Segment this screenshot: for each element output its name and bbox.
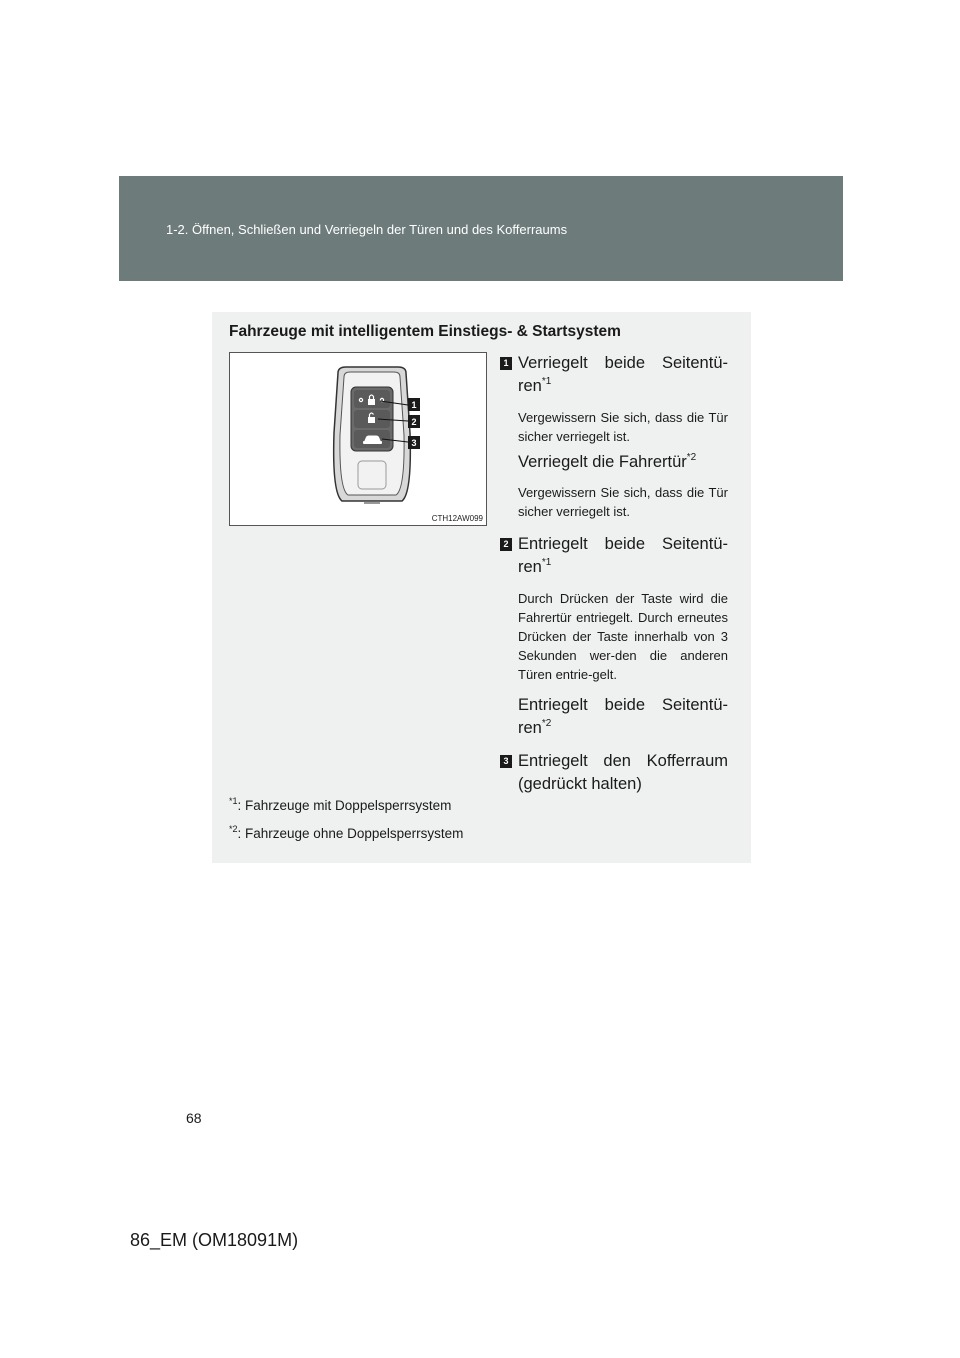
key-fob-figure <box>229 352 487 526</box>
item-2-heading: Entriegelt beide Seitentü-ren$^{*1}$ <box>518 535 728 576</box>
footnote-1: $^{*1}$: Fahrzeuge mit Doppelsperrsystem <box>229 796 452 813</box>
callout-3: 3 <box>411 438 417 448</box>
instruction-item-2 <box>500 533 728 740</box>
callout-2: 2 <box>411 417 417 427</box>
item-2-heading-2: Entriegelt beide Seitentü-ren$^{*2}$ <box>518 696 728 737</box>
panel-title: Fahrzeuge mit intelligentem Einstiegs- & Startsystem <box>229 323 621 340</box>
document-code: 86_EM (OM18091M) <box>130 1230 299 1250</box>
instruction-item-1 <box>500 352 728 521</box>
figure-code: CTH12AW099 <box>431 514 483 523</box>
badge-1: 1 <box>500 357 512 370</box>
item-1-heading: Verriegelt beide Seitentü-ren$^{*1}$ <box>518 354 728 395</box>
key-fob-illustration <box>230 353 486 525</box>
instruction-item-3 <box>500 750 728 796</box>
header-band <box>119 176 843 281</box>
item-2-note: Durch Drücken der Taste wird die Fahrertür entriegelt. Durch erneutes Drücken der Taste innerhalb von 3 Sekunden wer-den die anderen Türen entrie-gelt. <box>518 591 728 682</box>
info-panel <box>212 312 751 863</box>
item-1-note-2: Vergewissern Sie sich, dass die Tür sicher verriegelt ist. <box>518 485 728 519</box>
instruction-column <box>500 352 728 796</box>
callout-1: 1 <box>411 400 417 410</box>
page-number: 68 <box>186 1110 202 1126</box>
badge-3: 3 <box>500 755 512 768</box>
item-3-heading: Entriegelt den Kofferraum (gedrückt halten) <box>518 752 728 793</box>
section-title: 1-2. Öffnen, Schließen und Verriegeln der Türen und des Kofferraums <box>166 222 568 237</box>
footnote-2: $^{*2}$: Fahrzeuge ohne Doppelsperrsystem <box>229 824 464 841</box>
item-1-note: Vergewissern Sie sich, dass die Tür sicher verriegelt ist. <box>518 410 728 444</box>
item-1-heading-2: Verriegelt die Fahrertür$^{*2}$ <box>518 452 697 471</box>
badge-2: 2 <box>500 538 512 551</box>
